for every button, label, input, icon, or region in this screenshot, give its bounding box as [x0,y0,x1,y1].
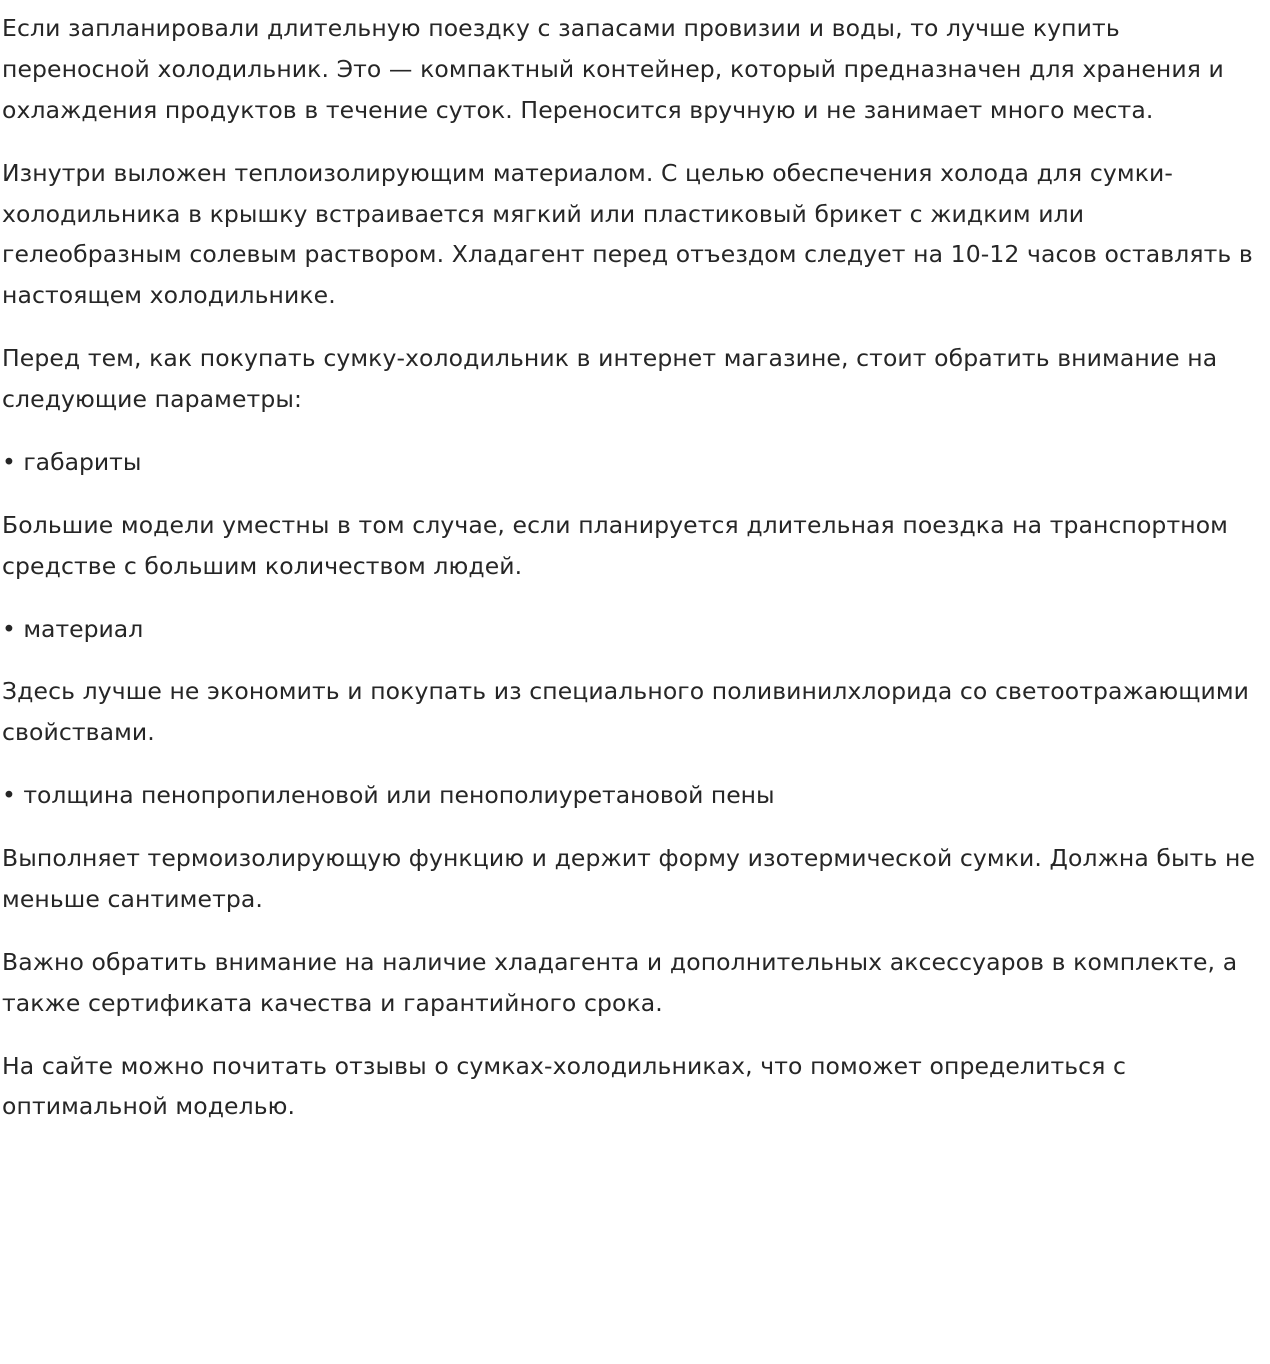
paragraph-foam-detail: Выполняет термоизолирующую функцию и держит форму изотермической сумки. Должна быть не меньше сантиметра. [2,844,1255,913]
paragraph-accessories: Важно обратить внимание на наличие хладагента и дополнительных аксессуаров в комплекте, а также сертификата качества и гарантийного срока. [2,947,1238,1017]
paragraph-before-buying: Перед тем, как покупать сумку-холодильник в интернет магазине, стоит обратить внимание на следующие параметры: [2,344,1218,413]
bullet-dimensions: • габариты [2,447,142,476]
bullet-foam-thickness: • толщина пенопропиленовой или пенополиуретановой пены [2,781,775,810]
paragraph-insulation: Изнутри выложен теплоизолирующим материалом. С целью обеспечения холода для сумки-холодильника в крышку встраивается мягкий или пластиковый брикет с жидким или гелеобразным солевым раствором. Хладагент перед отъездом следует на 10-12 часов оставлять в настоящем холодильнике. [2,158,1253,310]
paragraph-material-detail: Здесь лучше не экономить и покупать из специального поливинилхлорида со светоотражающими свойствами. [2,677,1250,747]
bullet-material: • материал [2,614,144,643]
paragraph-dimensions-detail: Большие модели уместны в том случае, если планируется длительная поездка на транспортном средстве с большим количеством людей. [2,510,1229,580]
paragraph-intro: Если запланировали длительную поездку с запасами провизии и воды, то лучше купить переносной холодильник. Это — компактный контейнер, который предназначен для хранения и охлаждения продуктов в течение суток. Переносится вручную и не занимает много места. [2,14,1224,124]
paragraph-reviews: На сайте можно почитать отзывы о сумках-холодильниках, что поможет определиться с оптимальной моделью. [2,1051,1127,1121]
